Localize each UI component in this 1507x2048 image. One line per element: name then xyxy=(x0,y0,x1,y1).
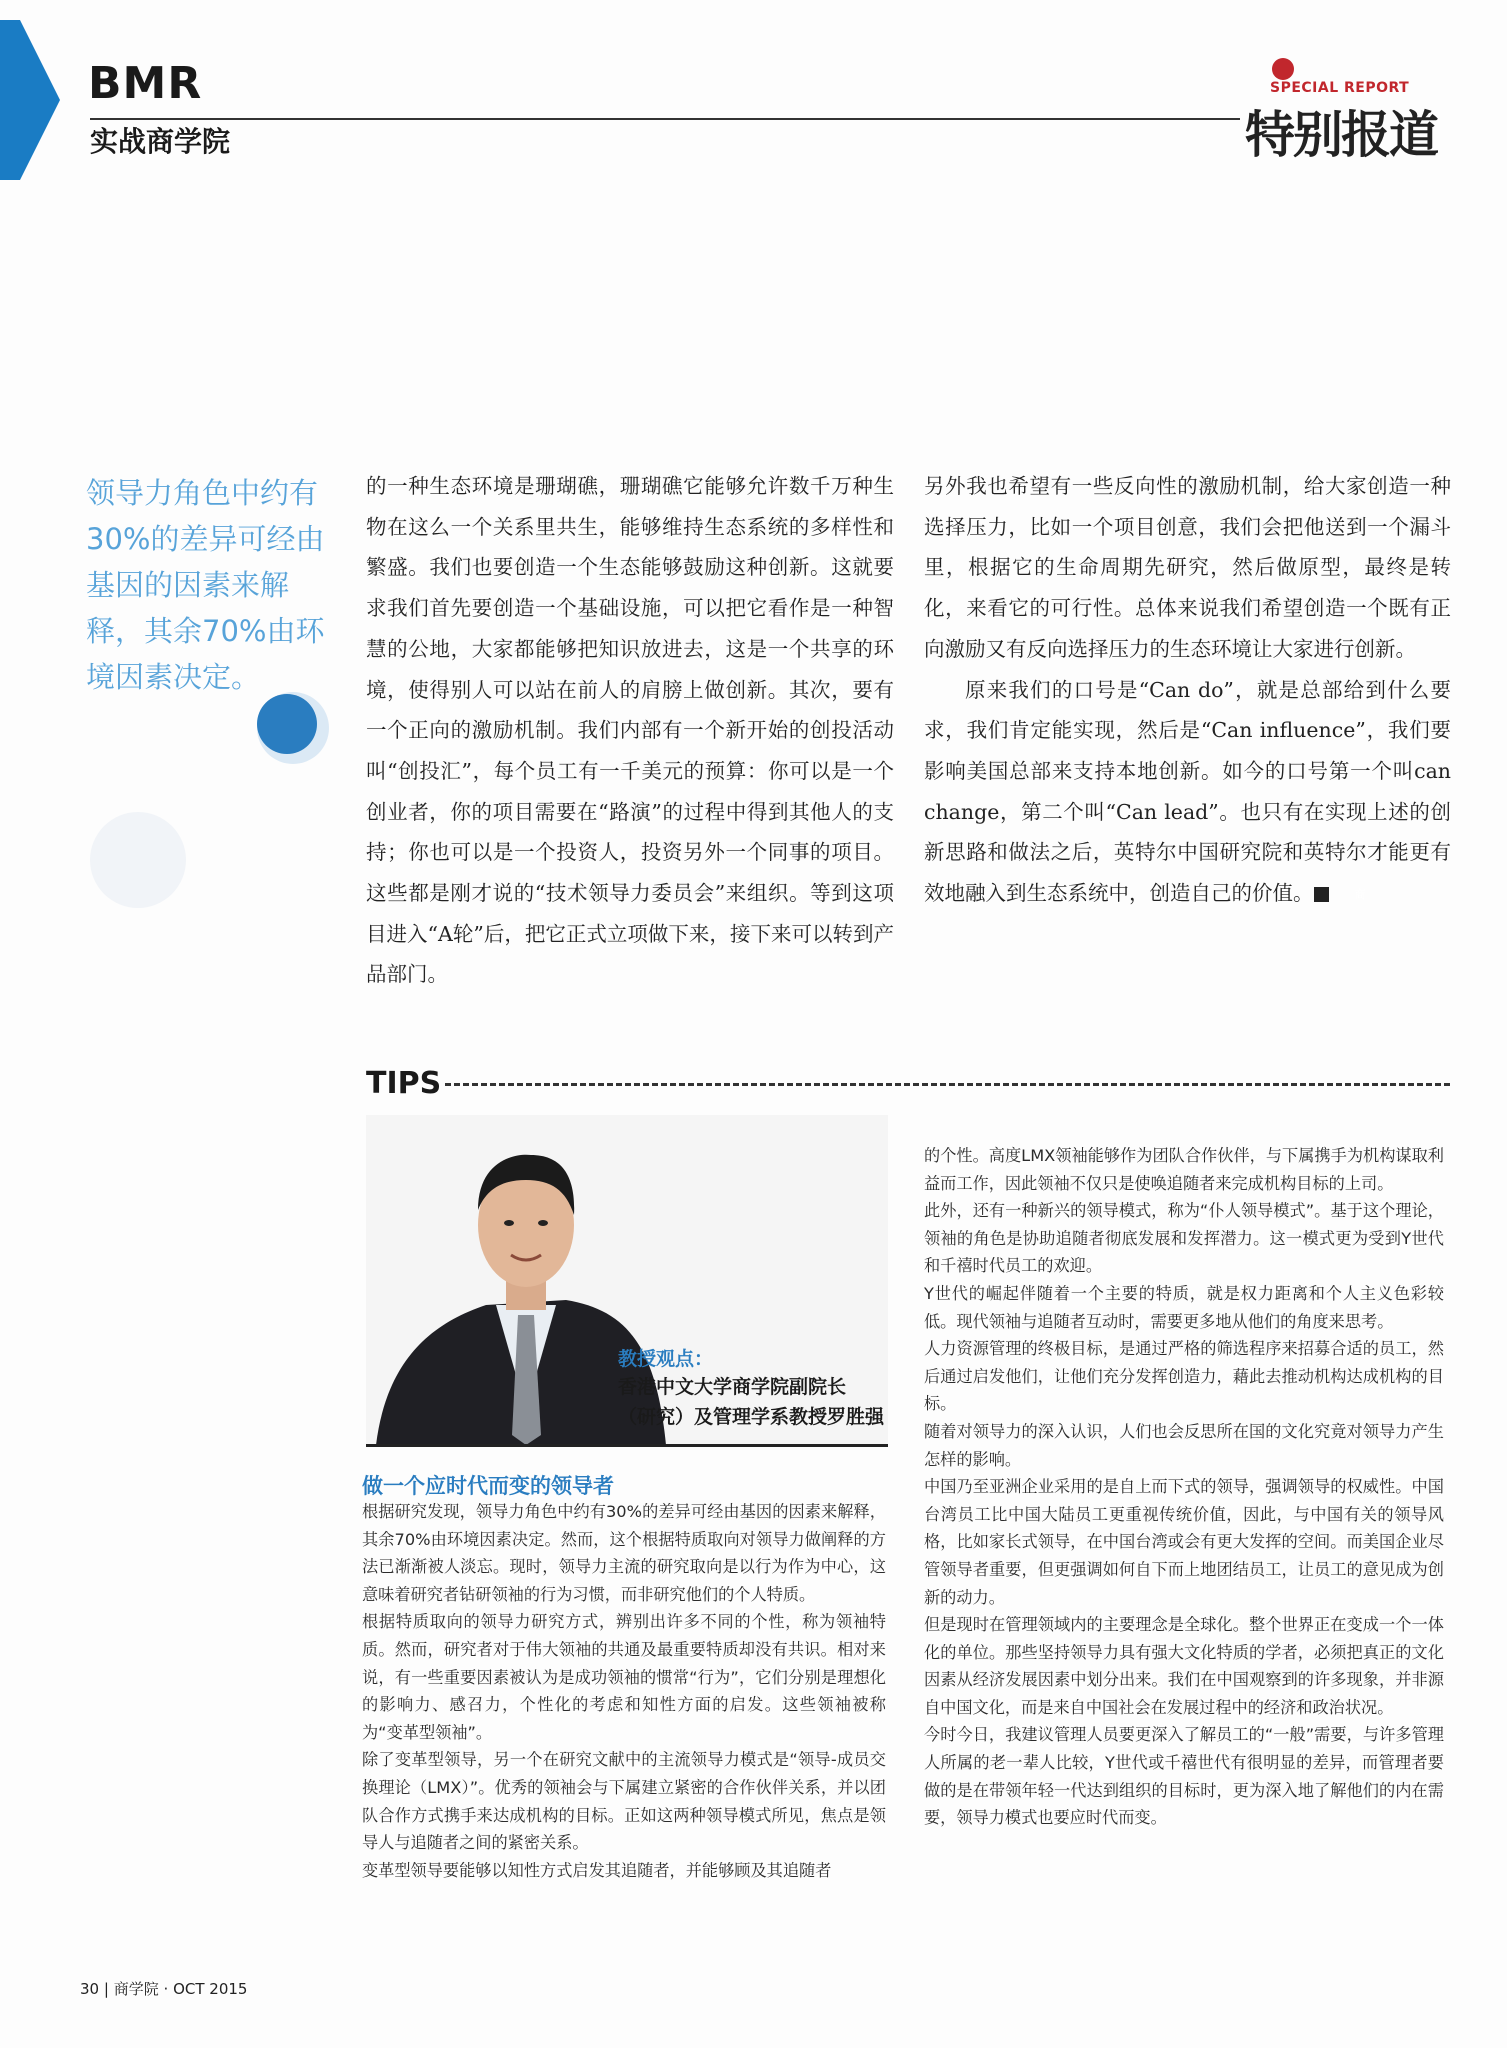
tips-column-1 xyxy=(362,1498,886,1884)
footer-divider: | xyxy=(103,1980,114,1998)
magazine-name: 商学院 xyxy=(113,1980,159,1998)
article-paragraph: 另外我也希望有一些反向性的激励机制，给大家创造一种选择压力，比如一个项目创意，我们会把他送到一个漏斗里，根据它的生命周期先研究，然后做原型，最终是转化，来看它的可行性。总体来说我们希望创造一个既有正向激励又有反向选择压力的生态环境让大家进行创新。 xyxy=(924,474,1451,661)
tips-label: TIPS xyxy=(366,1066,442,1101)
special-report-cn: 特别报道 xyxy=(1245,106,1437,164)
decorative-blue-dot xyxy=(255,690,331,766)
brand-logo: BMR xyxy=(88,58,203,109)
article-paragraph: 的一种生态环境是珊瑚礁，珊瑚礁它能够允许数千万种生物在这么一个关系里共生，能够维持生态系统的多样性和繁盛。我们也要创造一个生态能够鼓励这种创新。这就要求我们首先要创造一个基础设施，可以把它看作是一种智慧的公地，大家都能够把知识放进去，这是一个共享的环境，使得别人可以站在前人的肩膀上做创新。其次，要有一个正向的激励机制。我们内部有一个新开始的创投活动叫“创投汇”，每个员工有一千美元的预算：你可以是一个创业者，你的项目需要在“路演”的过程中得到其他人的支持；你也可以是一个投资人，投资另外一个同事的项目。这些都是刚才说的“技术领导力委员会”来组织。等到这项目进入“A轮”后，把它正式立项做下来，接下来可以转到产品部门。 xyxy=(366,474,894,987)
tips-paragraph: 除了变革型领导，另一个在研究文献中的主流领导力模式是“领导-成员交换理论（LMX）”。优秀的领袖会与下属建立紧密的合作伙伴关系，并以团队合作方式携手来达成机构的目标。正如这两种领导模式所见，焦点是领导人与追随者之间的紧密关系。 xyxy=(362,1750,886,1853)
tips-paragraph: 变革型领导要能够以知性方式启发其追随者，并能够顾及其追随者 xyxy=(362,1860,832,1880)
tips-paragraph: 根据研究发现，领导力角色中约有30%的差异可经由基因的因素来解释，其余70%由环境因素决定。然而，这个根据特质取向对领导力做阐释的方法已渐渐被人淡忘。现时，领导力主流的研究取向是以行为作为中心，这意味着研究者钻研领袖的行为习惯，而非研究他们的个人特质。 xyxy=(362,1502,886,1604)
decorative-faint-dot xyxy=(88,810,188,910)
page-number: 30 xyxy=(80,1980,100,1998)
tips-paragraph: 随着对领导力的深入认识，人们也会反思所在国的文化究竟对领导力产生怎样的影响。 xyxy=(924,1421,1444,1469)
page-footer xyxy=(80,1978,247,1999)
tips-paragraph: 此外，还有一种新兴的领导模式，称为“仆人领导模式”。基于这个理论，领袖的角色是协助追随者彻底发展和发挥潜力。这一模式更为受到Y世代和千禧时代员工的欢迎。 xyxy=(924,1201,1444,1276)
section-title: 实战商学院 xyxy=(90,125,231,158)
special-report-en: SPECIAL REPORT xyxy=(1270,80,1410,96)
special-report-dot xyxy=(1272,58,1294,80)
tips-dashed-rule xyxy=(445,1083,1450,1086)
tips-paragraph: 中国乃至亚洲企业采用的是自上而下式的领导，强调领导的权威性。中国台湾员工比中国大陆员工更重视传统价值，因此，与中国有关的领导风格，比如家长式领导，在中国台湾或会有更大发挥的空间。而美国企业尽管领导者重要，但更强调如何自下而上地团结员工，让员工的意见成为创新的动力。 xyxy=(924,1477,1444,1607)
tips-paragraph: 的个性。高度LMX领袖能够作为团队合作伙伴，与下属携手为机构谋取利益而工作，因此领袖不仅只是使唤追随者来完成机构目标的上司。 xyxy=(924,1146,1444,1193)
professor-name-line-1: 香港中文大学商学院副院长 xyxy=(618,1376,847,1398)
tips-paragraph: 但是现时在管理领域内的主要理念是全球化。整个世界正在变成一个一体化的单位。那些坚持领导力具有强大文化特质的学者，必须把真正的文化因素从经济发展因素中划分出来。我们在中国观察到的许多现象，并非源自中国文化，而是来自中国社会在发展过程中的经济和政治状况。 xyxy=(924,1615,1444,1717)
tips-paragraph: 今时今日，我建议管理人员要更深入了解员工的“一般”需要，与许多管理人所属的老一辈人比较，Y世代或千禧世代有很明显的差异，而管理者要做的是在带领年轻一代达到组织的目标时，更为深入地了解他们的内在需要，领导力模式也要应时代而变。 xyxy=(924,1725,1444,1828)
header-rule xyxy=(90,118,1240,120)
article-column-1 xyxy=(366,466,894,995)
professor-view-label: 教授观点： xyxy=(618,1348,714,1370)
blue-tab-decoration xyxy=(0,20,60,180)
end-mark-icon: 商 xyxy=(1314,887,1329,902)
photo-underline xyxy=(366,1444,888,1447)
tips-paragraph: 根据特质取向的领导力研究方式，辨别出许多不同的个性，称为领袖特质。然而，研究者对于伟大领袖的共通及最重要特质却没有共识。相对来说，有一些重要因素被认为是成功领袖的惯常“行为”，它们分别是理想化的影响力、感召力，个性化的考虑和知性方面的启发。这些领袖被称为“变革型领袖”。 xyxy=(362,1612,886,1742)
pull-quote: 领导力角色中约有30%的差异可经由基因的因素来解释，其余70%由环境因素决定。 xyxy=(86,476,325,694)
article-paragraph-last xyxy=(924,670,1451,914)
issue-date: OCT 2015 xyxy=(173,1980,248,1998)
article-paragraph-text: 原来我们的口号是“Can do”，就是总部给到什么要求，我们肯定能实现，然后是“Can influence”，我们要影响美国总部来支持本地创新。如今的口号第一个叫can change，第二个叫“Can lead”。也只有在实现上述的创新思路和做法之后，英特尔中国研究院和英特尔才能更有效地融入到生态系统中，创造自己的价值。 xyxy=(924,677,1451,906)
tips-column-2 xyxy=(924,1142,1444,1832)
professor-name-line-2: （研究）及管理学系教授罗胜强 xyxy=(618,1406,885,1428)
footer-dot: · xyxy=(163,1980,169,1998)
article-column-2 xyxy=(924,466,1451,914)
tips-paragraph: 人力资源管理的终极目标，是通过严格的筛选程序来招募合适的员工，然后通过启发他们，让他们充分发挥创造力，藉此去推动机构达成机构的目标。 xyxy=(924,1339,1444,1414)
tips-headline: 做一个应时代而变的领导者 xyxy=(362,1474,614,1498)
tips-paragraph: Y世代的崛起伴随着一个主要的特质，就是权力距离和个人主义色彩较低。现代领袖与追随者互动时，需要更多地从他们的角度来思考。 xyxy=(924,1283,1444,1331)
